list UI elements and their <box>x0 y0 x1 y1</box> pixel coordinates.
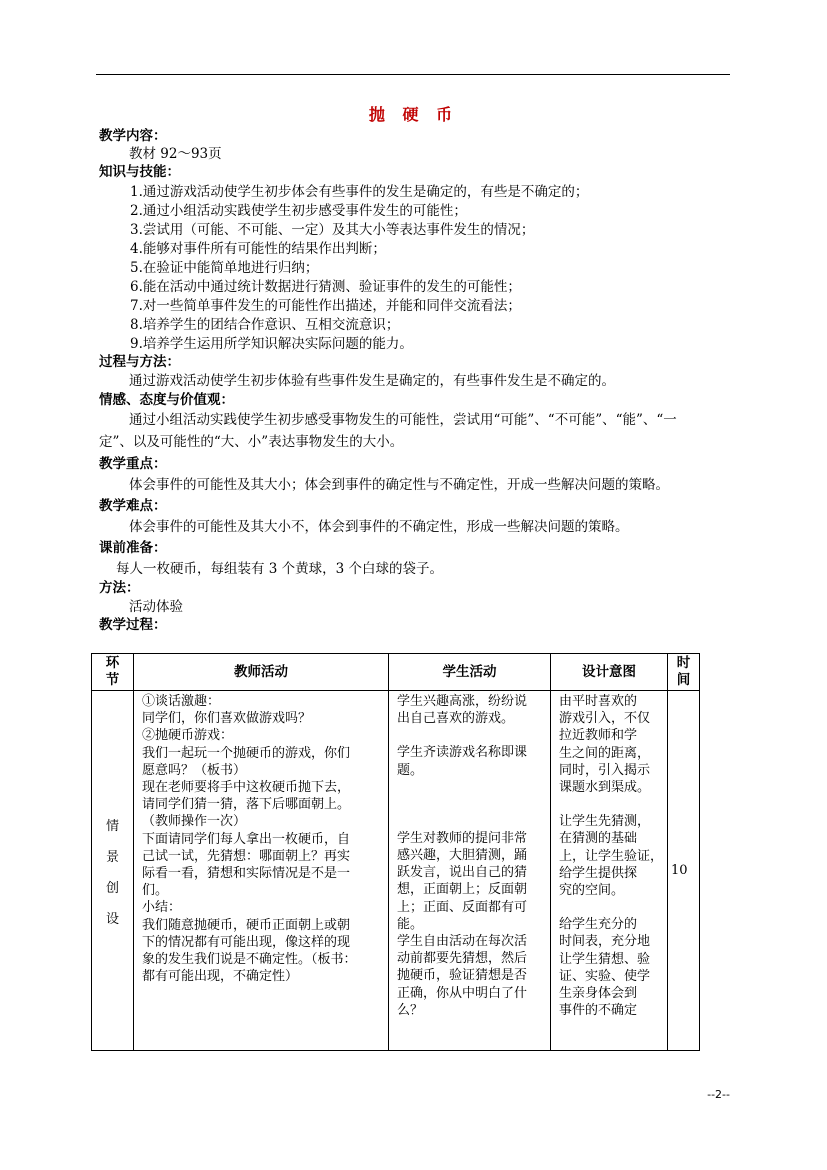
knowledge-heading: 知识与技能： <box>99 164 180 180</box>
method-text: 活动体验 <box>129 599 183 615</box>
page-number: --2-- <box>707 1088 730 1101</box>
knowledge-item: 9.培养学生运用所学知识解决实际问题的能力。 <box>130 336 413 352</box>
table-row <box>92 691 700 1051</box>
time-cell: 10 <box>668 691 700 1051</box>
knowledge-item: 3.尝试用（可能、不可能、一定）及其大小等表达事件发生的情况； <box>130 222 535 238</box>
knowledge-item: 4.能够对事件所有可能性的结果作出判断； <box>130 241 386 257</box>
knowledge-item: 8.培养学生的团结合作意识、互相交流意识； <box>130 317 400 333</box>
design-intent-cell: 由平时喜欢的 游戏引入，不仅 拉近教师和学 生之间的距离， 同时，引入揭示 课题水到渠成。 让学生先猜测， 在猜测的基础 上，让学生验证， 给学生提供探 究的空间。 给学生充分的 时间表，充分地 让学生猜想、验 证、实验、使学 生亲身体会到 事件的不确定 <box>551 691 668 1051</box>
key-text: 体会事件的可能性及其大小；体会到事件的确定性与不确定性，开成一些解决问题的策略。 <box>129 477 669 493</box>
content-text: 教材 92～93页 <box>129 146 222 162</box>
header-time: 时 间 <box>668 654 700 691</box>
header-design: 设计意图 <box>551 654 668 691</box>
header-teacher: 教师活动 <box>134 654 389 691</box>
knowledge-item: 5.在验证中能简单地进行归纳； <box>130 260 319 276</box>
prep-text: 每人一枚硬币，每组装有 3 个黄球，3 个白球的袋子。 <box>116 561 444 577</box>
lesson-table <box>91 653 700 1051</box>
knowledge-item: 2.通过小组活动实践使学生初步感受事件发生的可能性； <box>130 203 467 219</box>
emotion-heading: 情感、态度与价值观： <box>99 392 234 408</box>
stage-cell: 情 景 创 设 <box>92 691 134 1051</box>
header-rule <box>96 74 730 75</box>
teacher-activity-cell: ①谈话激趣： 同学们，你们喜欢做游戏吗？ ②抛硬币游戏： 我们一起玩一个抛硬币的游戏，你们 愿意吗？（板书） 现在老师要将手中这枚硬币抛下去， 请同学们猜一猜，落下后哪面朝上。 （教师操作一次） 下面请同学们每人拿出一枚硬币，自 己试一试，先猜想：哪面朝上？再实 际看一看，猜想和实际情况是不是一 们。 小结： 我们随意抛硬币，硬币正面朝上或朝 下的情况都有可能出现，像这样的现 象的发生我们说是不确定性。（板书： 都有可能出现，不确定性） <box>134 691 389 1051</box>
document-title: 抛 硬 币 <box>368 105 459 124</box>
process-heading: 过程与方法： <box>99 354 180 370</box>
header-stage: 环 节 <box>92 654 134 691</box>
difficulty-heading: 教学难点： <box>99 498 167 514</box>
emotion-text-line1: 通过小组活动实践使学生初步感受事物发生的可能性，尝试用“可能”、“不可能”、“能”、“一 <box>129 412 677 428</box>
prep-heading: 课前准备： <box>99 540 167 556</box>
header-student: 学生活动 <box>389 654 551 691</box>
key-heading: 教学重点： <box>99 456 167 472</box>
content-heading: 教学内容： <box>99 128 167 144</box>
difficulty-text: 体会事件的可能性及其大小不，体会到事件的不确定性，形成一些解决问题的策略。 <box>129 519 629 535</box>
process-text: 通过游戏活动使学生初步体验有些事件发生是确定的，有些事件发生是不确定的。 <box>129 373 615 389</box>
method-heading: 方法： <box>99 580 140 596</box>
procedure-heading: 教学过程： <box>99 617 167 633</box>
knowledge-item: 7.对一些简单事件发生的可能性作出描述，并能和同伴交流看法； <box>130 298 521 314</box>
table-header-row <box>92 654 700 691</box>
knowledge-item: 1.通过游戏活动使学生初步体会有些事件的发生是确定的，有些是不确定的； <box>130 184 589 200</box>
emotion-text-line2: 定”、以及可能性的“大、小”表达事物发生的大小。 <box>99 434 404 450</box>
knowledge-item: 6.能在活动中通过统计数据进行猜测、验证事件的发生的可能性； <box>130 279 521 295</box>
student-activity-cell: 学生兴趣高涨，纷纷说 出自己喜欢的游戏。 学生齐读游戏名称即课 题。 学生对教师的提问非常 感兴趣，大胆猜测，踊 跃发言，说出自己的猜 想，正面朝上；反面朝 上；正面、反面都有可 能。 学生自由活动在每次活 动前都要先猜想，然后 抛硬币，验证猜想是否 正确，你从中明白了什 么？ <box>389 691 551 1051</box>
